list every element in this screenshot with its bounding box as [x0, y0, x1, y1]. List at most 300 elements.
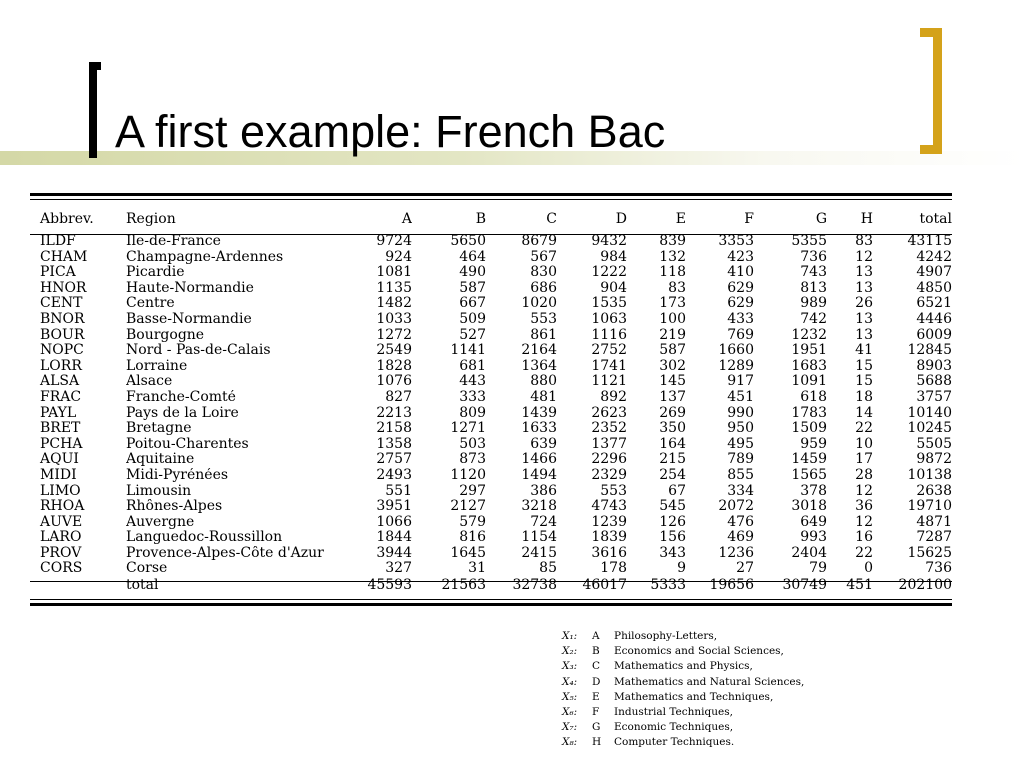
- slide-title: A first example: French Bac: [115, 106, 666, 157]
- value-cell: 681: [459, 358, 486, 374]
- abbrev-cell: PICA: [40, 265, 76, 281]
- value-cell: 1236: [718, 545, 754, 561]
- value-cell: 14: [855, 405, 873, 421]
- value-cell: 618: [800, 389, 827, 405]
- table-header-row: [30, 212, 952, 234]
- value-cell: 126: [659, 514, 686, 530]
- region-cell: Pays de la Loire: [126, 405, 239, 421]
- value-cell: 45593: [367, 577, 412, 593]
- abbrev-cell: AUVE: [40, 514, 83, 530]
- region-cell: Nord - Pas-de-Calais: [126, 343, 271, 359]
- value-cell: 13: [855, 265, 873, 281]
- value-cell: 1222: [591, 265, 627, 281]
- value-cell: 67: [668, 483, 686, 499]
- region-cell: Franche-Comté: [126, 389, 236, 405]
- legend-item: [562, 659, 804, 674]
- table-bottom-rule-thin: [30, 599, 952, 600]
- value-cell: 1020: [521, 296, 557, 312]
- value-cell: 686: [530, 280, 557, 296]
- value-cell: 1660: [718, 343, 754, 359]
- value-cell: 12: [855, 514, 873, 530]
- value-cell: 145: [659, 374, 686, 390]
- value-cell: 917: [727, 374, 754, 390]
- table-row: [30, 265, 952, 281]
- abbrev-cell: PAYL: [40, 405, 77, 421]
- legend-code: E: [592, 690, 600, 703]
- value-cell: 3018: [791, 499, 827, 515]
- value-cell: 503: [459, 436, 486, 452]
- value-cell: 350: [659, 421, 686, 437]
- legend-variable: X₅:: [562, 690, 578, 703]
- value-cell: 1494: [521, 467, 557, 483]
- region-cell: Limousin: [126, 483, 192, 499]
- value-cell: 19656: [709, 577, 754, 593]
- value-cell: 469: [727, 530, 754, 546]
- value-cell: 1439: [521, 405, 557, 421]
- legend-description: Mathematics and Techniques,: [614, 690, 774, 703]
- legend-code: A: [592, 630, 600, 642]
- table-row: [30, 343, 952, 359]
- value-cell: 10138: [907, 467, 952, 483]
- value-cell: 476: [727, 514, 754, 530]
- legend-variable: X₁:: [562, 630, 578, 642]
- value-cell: 1076: [376, 374, 412, 390]
- value-cell: 1271: [450, 421, 486, 437]
- legend-description: Philosophy-Letters,: [614, 630, 718, 642]
- value-cell: 1232: [791, 327, 827, 343]
- value-cell: 904: [600, 280, 627, 296]
- value-cell: F: [744, 212, 754, 227]
- value-cell: 629: [727, 296, 754, 312]
- value-cell: D: [615, 212, 627, 227]
- region-cell: Haute-Normandie: [126, 280, 254, 296]
- value-cell: 302: [659, 358, 686, 374]
- value-cell: 118: [659, 265, 686, 281]
- legend-code: G: [592, 721, 601, 734]
- value-cell: 813: [800, 280, 827, 296]
- value-cell: 46017: [582, 577, 627, 593]
- value-cell: 343: [659, 545, 686, 561]
- table-row: [30, 234, 952, 250]
- value-cell: 736: [800, 249, 827, 265]
- value-cell: 30749: [782, 577, 827, 593]
- value-cell: 1121: [591, 374, 627, 390]
- legend-item: [562, 690, 804, 705]
- value-cell: 724: [530, 514, 557, 530]
- table-row: [30, 250, 952, 266]
- value-cell: 2296: [591, 452, 627, 468]
- legend-variable: X₇:: [562, 721, 578, 734]
- value-cell: 481: [530, 389, 557, 405]
- value-cell: 1535: [591, 296, 627, 312]
- value-cell: 9872: [916, 452, 952, 468]
- value-cell: 13: [855, 311, 873, 327]
- region-cell: total: [126, 577, 159, 593]
- legend-description: Industrial Techniques,: [614, 705, 733, 718]
- legend-description: Economic Techniques,: [614, 721, 734, 734]
- value-cell: 2072: [718, 499, 754, 515]
- value-cell: 18: [855, 389, 873, 405]
- value-cell: 173: [659, 296, 686, 312]
- value-cell: 137: [659, 389, 686, 405]
- abbrev-cell: FRAC: [40, 389, 82, 405]
- value-cell: 6521: [916, 296, 952, 312]
- value-cell: 1741: [591, 358, 627, 374]
- value-cell: 132: [659, 249, 686, 265]
- value-cell: total: [919, 212, 952, 227]
- bac-table: [30, 212, 952, 593]
- value-cell: 13: [855, 327, 873, 343]
- region-cell: Alsace: [126, 374, 173, 390]
- value-cell: 861: [530, 327, 557, 343]
- value-cell: 1116: [591, 327, 627, 343]
- value-cell: H: [860, 212, 873, 227]
- value-cell: 1844: [376, 530, 412, 546]
- value-cell: 509: [459, 311, 486, 327]
- table-row: [30, 546, 952, 562]
- value-cell: 1683: [791, 358, 827, 374]
- legend-description: Economics and Social Sciences,: [614, 645, 784, 658]
- value-cell: 1645: [450, 545, 486, 561]
- table-row: [30, 530, 952, 546]
- value-cell: 1377: [591, 436, 627, 452]
- value-cell: 2158: [376, 421, 412, 437]
- value-cell: 100: [659, 311, 686, 327]
- value-cell: 378: [800, 483, 827, 499]
- legend-code: C: [592, 660, 601, 673]
- value-cell: 5333: [650, 577, 686, 593]
- value-cell: 742: [800, 311, 827, 327]
- abbrev-cell: ALSA: [40, 374, 80, 390]
- region-cell: Corse: [126, 561, 168, 577]
- value-cell: 333: [459, 389, 486, 405]
- value-cell: 433: [727, 311, 754, 327]
- value-cell: 202100: [898, 577, 952, 593]
- value-cell: 2352: [591, 421, 627, 437]
- value-cell: 1289: [718, 358, 754, 374]
- value-cell: 26: [855, 296, 873, 312]
- table-row: [30, 437, 952, 453]
- table-top-rule-thin: [30, 199, 952, 200]
- value-cell: 855: [727, 467, 754, 483]
- table-row: [30, 374, 952, 390]
- legend-code: D: [592, 675, 601, 688]
- value-cell: 5355: [791, 234, 827, 249]
- value-cell: 21563: [441, 577, 486, 593]
- region-cell: Bretagne: [126, 421, 192, 437]
- abbrev-cell: [30, 578, 126, 594]
- abbrev-cell: BRET: [40, 421, 81, 437]
- value-cell: 443: [459, 374, 486, 390]
- value-cell: E: [675, 212, 686, 227]
- value-cell: 1066: [376, 514, 412, 530]
- value-cell: 83: [855, 234, 873, 249]
- value-cell: 4907: [916, 265, 952, 281]
- value-cell: 12: [855, 249, 873, 265]
- value-cell: 8679: [521, 234, 557, 249]
- value-cell: 1482: [376, 296, 412, 312]
- legend-variable: X₄:: [562, 675, 578, 688]
- value-cell: 495: [727, 436, 754, 452]
- value-cell: 1091: [791, 374, 827, 390]
- value-cell: 527: [459, 327, 486, 343]
- value-cell: 13: [855, 280, 873, 296]
- value-cell: 4850: [916, 280, 952, 296]
- value-cell: 423: [727, 249, 754, 265]
- table-row: [30, 468, 952, 484]
- value-cell: 1364: [521, 358, 557, 374]
- legend-code: H: [592, 736, 602, 749]
- value-cell: 7287: [916, 530, 952, 546]
- abbrev-cell: LARO: [40, 530, 82, 546]
- value-cell: 1081: [376, 265, 412, 281]
- legend-variable: X₈:: [562, 736, 578, 749]
- region-cell: Auvergne: [126, 514, 195, 530]
- value-cell: 41: [855, 343, 873, 359]
- value-cell: 19710: [907, 499, 952, 515]
- abbrev-cell: ILDF: [40, 234, 76, 249]
- table-row: [30, 359, 952, 375]
- value-cell: 410: [727, 265, 754, 281]
- value-cell: 667: [459, 296, 486, 312]
- value-cell: 789: [727, 452, 754, 468]
- value-cell: 816: [459, 530, 486, 546]
- value-cell: 215: [659, 452, 686, 468]
- value-cell: 2329: [591, 467, 627, 483]
- region-cell: Rhônes-Alpes: [126, 499, 223, 515]
- value-cell: 4446: [916, 311, 952, 327]
- right-bracket-decoration: [920, 28, 942, 154]
- value-cell: 892: [600, 389, 627, 405]
- value-cell: 880: [530, 374, 557, 390]
- value-cell: 2404: [791, 545, 827, 561]
- legend-description: Mathematics and Natural Sciences,: [614, 675, 805, 688]
- region-cell: Centre: [126, 296, 175, 312]
- value-cell: A: [401, 212, 412, 227]
- value-cell: 334: [727, 483, 754, 499]
- value-cell: 2638: [916, 483, 952, 499]
- abbrev-cell: Abbrev.: [40, 212, 94, 227]
- value-cell: 4743: [591, 499, 627, 515]
- region-cell: Champagne-Ardennes: [126, 249, 284, 265]
- value-cell: 269: [659, 405, 686, 421]
- table-top-rule: [30, 193, 952, 196]
- value-cell: 1828: [376, 358, 412, 374]
- value-cell: 79: [809, 561, 827, 577]
- value-cell: 827: [385, 389, 412, 405]
- value-cell: 950: [727, 421, 754, 437]
- value-cell: 839: [659, 234, 686, 249]
- region-cell: Bourgogne: [126, 327, 205, 343]
- value-cell: 451: [727, 389, 754, 405]
- legend-item: [562, 644, 804, 659]
- value-cell: 6009: [916, 327, 952, 343]
- value-cell: 15625: [907, 545, 952, 561]
- value-cell: 32738: [512, 577, 557, 593]
- table-row: [30, 312, 952, 328]
- legend-code: B: [592, 645, 600, 658]
- value-cell: 464: [459, 249, 486, 265]
- value-cell: 587: [659, 343, 686, 359]
- abbrev-cell: PCHA: [40, 436, 83, 452]
- value-cell: 553: [530, 311, 557, 327]
- value-cell: 924: [385, 249, 412, 265]
- abbrev-cell: AQUI: [40, 452, 79, 468]
- table-row: [30, 328, 952, 344]
- value-cell: 27: [736, 561, 754, 577]
- region-cell: Picardie: [126, 265, 185, 281]
- value-cell: 386: [530, 483, 557, 499]
- value-cell: 587: [459, 280, 486, 296]
- abbrev-cell: LIMO: [40, 483, 81, 499]
- table-row: [30, 515, 952, 531]
- value-cell: 22: [855, 545, 873, 561]
- value-cell: B: [475, 212, 486, 227]
- value-cell: 12: [855, 483, 873, 499]
- value-cell: 2757: [376, 452, 412, 468]
- abbrev-cell: BNOR: [40, 311, 85, 327]
- value-cell: 3353: [718, 234, 754, 249]
- value-cell: 1135: [376, 280, 412, 296]
- value-cell: 3951: [376, 499, 412, 515]
- value-cell: 1459: [791, 452, 827, 468]
- value-cell: 1951: [791, 343, 827, 359]
- value-cell: 2752: [591, 343, 627, 359]
- value-cell: 3616: [591, 545, 627, 561]
- table-row: [30, 296, 952, 312]
- value-cell: 1466: [521, 452, 557, 468]
- value-cell: 984: [600, 249, 627, 265]
- value-cell: 15: [855, 358, 873, 374]
- abbrev-cell: CORS: [40, 561, 83, 577]
- legend-item: [562, 629, 804, 644]
- value-cell: 490: [459, 265, 486, 281]
- legend-variable: X₂:: [562, 645, 578, 658]
- value-cell: 1509: [791, 421, 827, 437]
- abbrev-cell: RHOA: [40, 499, 85, 515]
- value-cell: 10: [855, 436, 873, 452]
- value-cell: 2623: [591, 405, 627, 421]
- legend-variable: X₆:: [562, 705, 578, 718]
- value-cell: 1633: [521, 421, 557, 437]
- value-cell: 1141: [450, 343, 486, 359]
- value-cell: 993: [800, 530, 827, 546]
- value-cell: 9432: [591, 234, 627, 249]
- legend-variable: X₃:: [562, 660, 578, 673]
- legend-description: Computer Techniques.: [614, 736, 735, 749]
- value-cell: 178: [600, 561, 627, 577]
- abbrev-cell: CENT: [40, 296, 83, 312]
- value-cell: 5688: [916, 374, 952, 390]
- value-cell: 629: [727, 280, 754, 296]
- abbrev-cell: LORR: [40, 358, 82, 374]
- table-row: [30, 281, 952, 297]
- value-cell: 1272: [376, 327, 412, 343]
- abbrev-cell: NOPC: [40, 343, 84, 359]
- value-cell: 1358: [376, 436, 412, 452]
- value-cell: 873: [459, 452, 486, 468]
- value-cell: 85: [539, 561, 557, 577]
- value-cell: 1783: [791, 405, 827, 421]
- value-cell: 743: [800, 265, 827, 281]
- value-cell: 1063: [591, 311, 627, 327]
- table-row: [30, 499, 952, 515]
- value-cell: 8903: [916, 358, 952, 374]
- value-cell: 451: [846, 577, 873, 593]
- value-cell: 17: [855, 452, 873, 468]
- value-cell: 736: [925, 561, 952, 577]
- value-cell: 3218: [521, 499, 557, 515]
- value-cell: 22: [855, 421, 873, 437]
- abbrev-cell: PROV: [40, 545, 82, 561]
- legend-item: [562, 675, 804, 690]
- value-cell: 10140: [907, 405, 952, 421]
- value-cell: 567: [530, 249, 557, 265]
- value-cell: 219: [659, 327, 686, 343]
- value-cell: 2415: [521, 545, 557, 561]
- legend-item: [562, 720, 804, 735]
- value-cell: 327: [385, 561, 412, 577]
- value-cell: 3944: [376, 545, 412, 561]
- abbrev-cell: CHAM: [40, 249, 88, 265]
- value-cell: 959: [800, 436, 827, 452]
- legend-description: Mathematics and Physics,: [614, 660, 753, 673]
- variable-legend: [562, 629, 804, 751]
- value-cell: C: [546, 212, 557, 227]
- value-cell: 254: [659, 467, 686, 483]
- left-bracket-decoration: [89, 62, 101, 158]
- region-cell: Ile-de-France: [126, 234, 221, 249]
- value-cell: 36: [855, 499, 873, 515]
- value-cell: 1239: [591, 514, 627, 530]
- table-row: [30, 484, 952, 500]
- abbrev-cell: BOUR: [40, 327, 85, 343]
- table-row: [30, 390, 952, 406]
- region-cell: Region: [126, 212, 176, 227]
- table-total-row: [30, 578, 952, 594]
- value-cell: 9: [677, 561, 686, 577]
- value-cell: 164: [659, 436, 686, 452]
- value-cell: 4871: [916, 514, 952, 530]
- table-row: [30, 406, 952, 422]
- table-row: [30, 421, 952, 437]
- value-cell: 2493: [376, 467, 412, 483]
- value-cell: 553: [600, 483, 627, 499]
- value-cell: 579: [459, 514, 486, 530]
- value-cell: 1565: [791, 467, 827, 483]
- value-cell: 156: [659, 530, 686, 546]
- value-cell: 1839: [591, 530, 627, 546]
- value-cell: 10245: [907, 421, 952, 437]
- value-cell: 990: [727, 405, 754, 421]
- value-cell: 5505: [916, 436, 952, 452]
- table-bottom-rule: [30, 603, 952, 606]
- region-cell: Aquitaine: [126, 452, 195, 468]
- value-cell: 12845: [907, 343, 952, 359]
- value-cell: 2213: [376, 405, 412, 421]
- region-cell: Poitou-Charentes: [126, 436, 249, 452]
- value-cell: 809: [459, 405, 486, 421]
- value-cell: 989: [800, 296, 827, 312]
- value-cell: 1154: [521, 530, 557, 546]
- value-cell: 769: [727, 327, 754, 343]
- legend-code: F: [592, 705, 600, 718]
- region-cell: Lorraine: [126, 358, 188, 374]
- value-cell: 28: [855, 467, 873, 483]
- value-cell: 0: [864, 561, 873, 577]
- abbrev-cell: HNOR: [40, 280, 87, 296]
- legend-item: [562, 735, 804, 750]
